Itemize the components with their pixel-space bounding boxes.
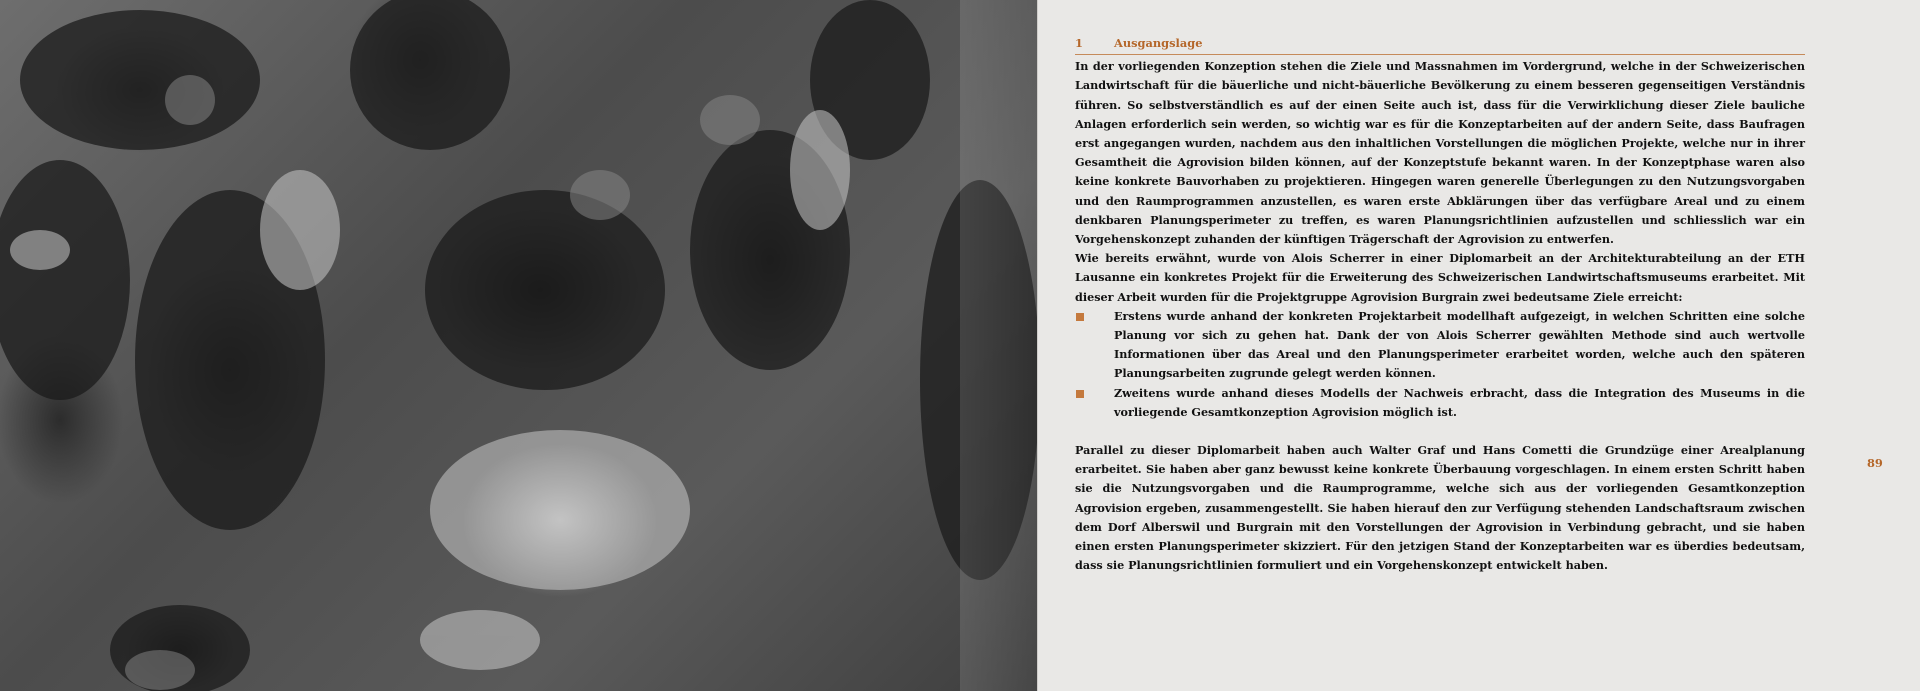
paragraph: Parallel zu dieser Diplomarbeit haben auch Walter Graf und Hans Cometti die Grundzüge einer Arealplanung erarbeitet. Sie haben aber ganz bewusst keine konkrete Überbauung vorgeschlagen. In einem ersten Schritt haben sie die Nutzungsvorgaben und die Raumprogramme, welche sich aus der vorliegenden Gesamtkonzeption Agrovision ergeben, zusammengestellt. Sie haben hierauf den zur Verfügung stehenden Landschaftsraum zwischen dem Dorf Alberswil und Burgrain mit den Vorstellungen der Agrovision in Verbindung gebracht, und sie haben einen ersten Planungsperimeter skizziert. Für den jetzigen Stand der Konzeptarbeiten war es überdies bedeutsam, dass sie Planungsrichtlinien formuliert und ein Vorgehenskonzept entwickelt haben. [1075, 443, 1805, 573]
paragraph: Wie bereits erwähnt, wurde von Alois Scherrer in einer Diplomarbeit an der Architekturabteilung an der ETH Lausanne ein konkretes Projekt für die Erweiterung des Schweizerischen Landwirtschaftsmuseums erarbeitet. Mit dieser Arbeit wurden für die Projektgruppe Agrovision Burgrain zwei bedeutsame Ziele erreicht: [1075, 251, 1805, 304]
paragraph: In der vorliegenden Konzeption stehen die Ziele und Massnahmen im Vordergrund, welche in der Schweizerischen Landwirtschaft für die bäuerliche und nicht-bäuerliche Bevölkerung zu einem besseren gegenseitigen Verständnis führen. So selbstverständlich es auf der einen Seite auch ist, dass für die Verwirklichung dieser Ziele bauliche Anlagen erforderlich sein werden, so wichtig war es für die Konzeptarbeiten auf der andern Seite, dass Baufragen erst angegangen wurden, nachdem aus den inhaltlichen Vorstellungen die möglichen Projekte, welche nur in ihrer Gesamtheit die Agrovision bilden können, auf der Konzeptstufe bekannt waren. In der Konzeptphase waren also keine konkrete Bauvorhaben zu projektieren. Hingegen waren generelle Überlegungen zu den Nutzungsvorgaben und den Raumprogrammen anzustellen, es waren erste Abklärungen über das verfügbare Areal und zu einem denkbaren Planungsperimeter zu treffen, es waren Planungsrichtlinien aufzustellen und schliesslich war ein Vorgehenskonzept zuhanden der künftigen Trägerschaft der Agrovision zu entwerfen. [1075, 59, 1805, 247]
section-heading [1075, 34, 1805, 55]
page-gutter [1037, 0, 1038, 691]
square-bullet-icon [1076, 390, 1084, 398]
text-column [1075, 34, 1805, 575]
list-item-text: Zweitens wurde anhand dieses Modells der Nachweis erbracht, dass die Integration des Museums in die vorliegende Gesamtkonzeption Agrovision möglich ist. [1114, 385, 1805, 419]
list-item [1075, 384, 1805, 422]
list-item-text: Erstens wurde anhand der konkreten Projektarbeit modellhaft aufgezeigt, in welchen Schritten eine solche Planung vor sich zu gehen hat. Dank der von Alois Scherrer gewählten Methode sind auch wertvolle Informationen über das Areal und den Planungsperimeter erarbeitet worden, welche auch den späteren Planungsarbeiten zugrunde gelegt werden können. [1114, 308, 1805, 381]
paragraph-spacer [1075, 422, 1805, 441]
section-title: Ausgangslage [1114, 36, 1203, 50]
square-bullet-icon [1076, 313, 1084, 321]
list-item [1075, 307, 1805, 384]
page-number: 89 [1867, 456, 1883, 470]
section-number: 1 [1075, 36, 1083, 50]
photo-edge-overlay [960, 0, 1037, 691]
bullet-list [1075, 307, 1805, 422]
